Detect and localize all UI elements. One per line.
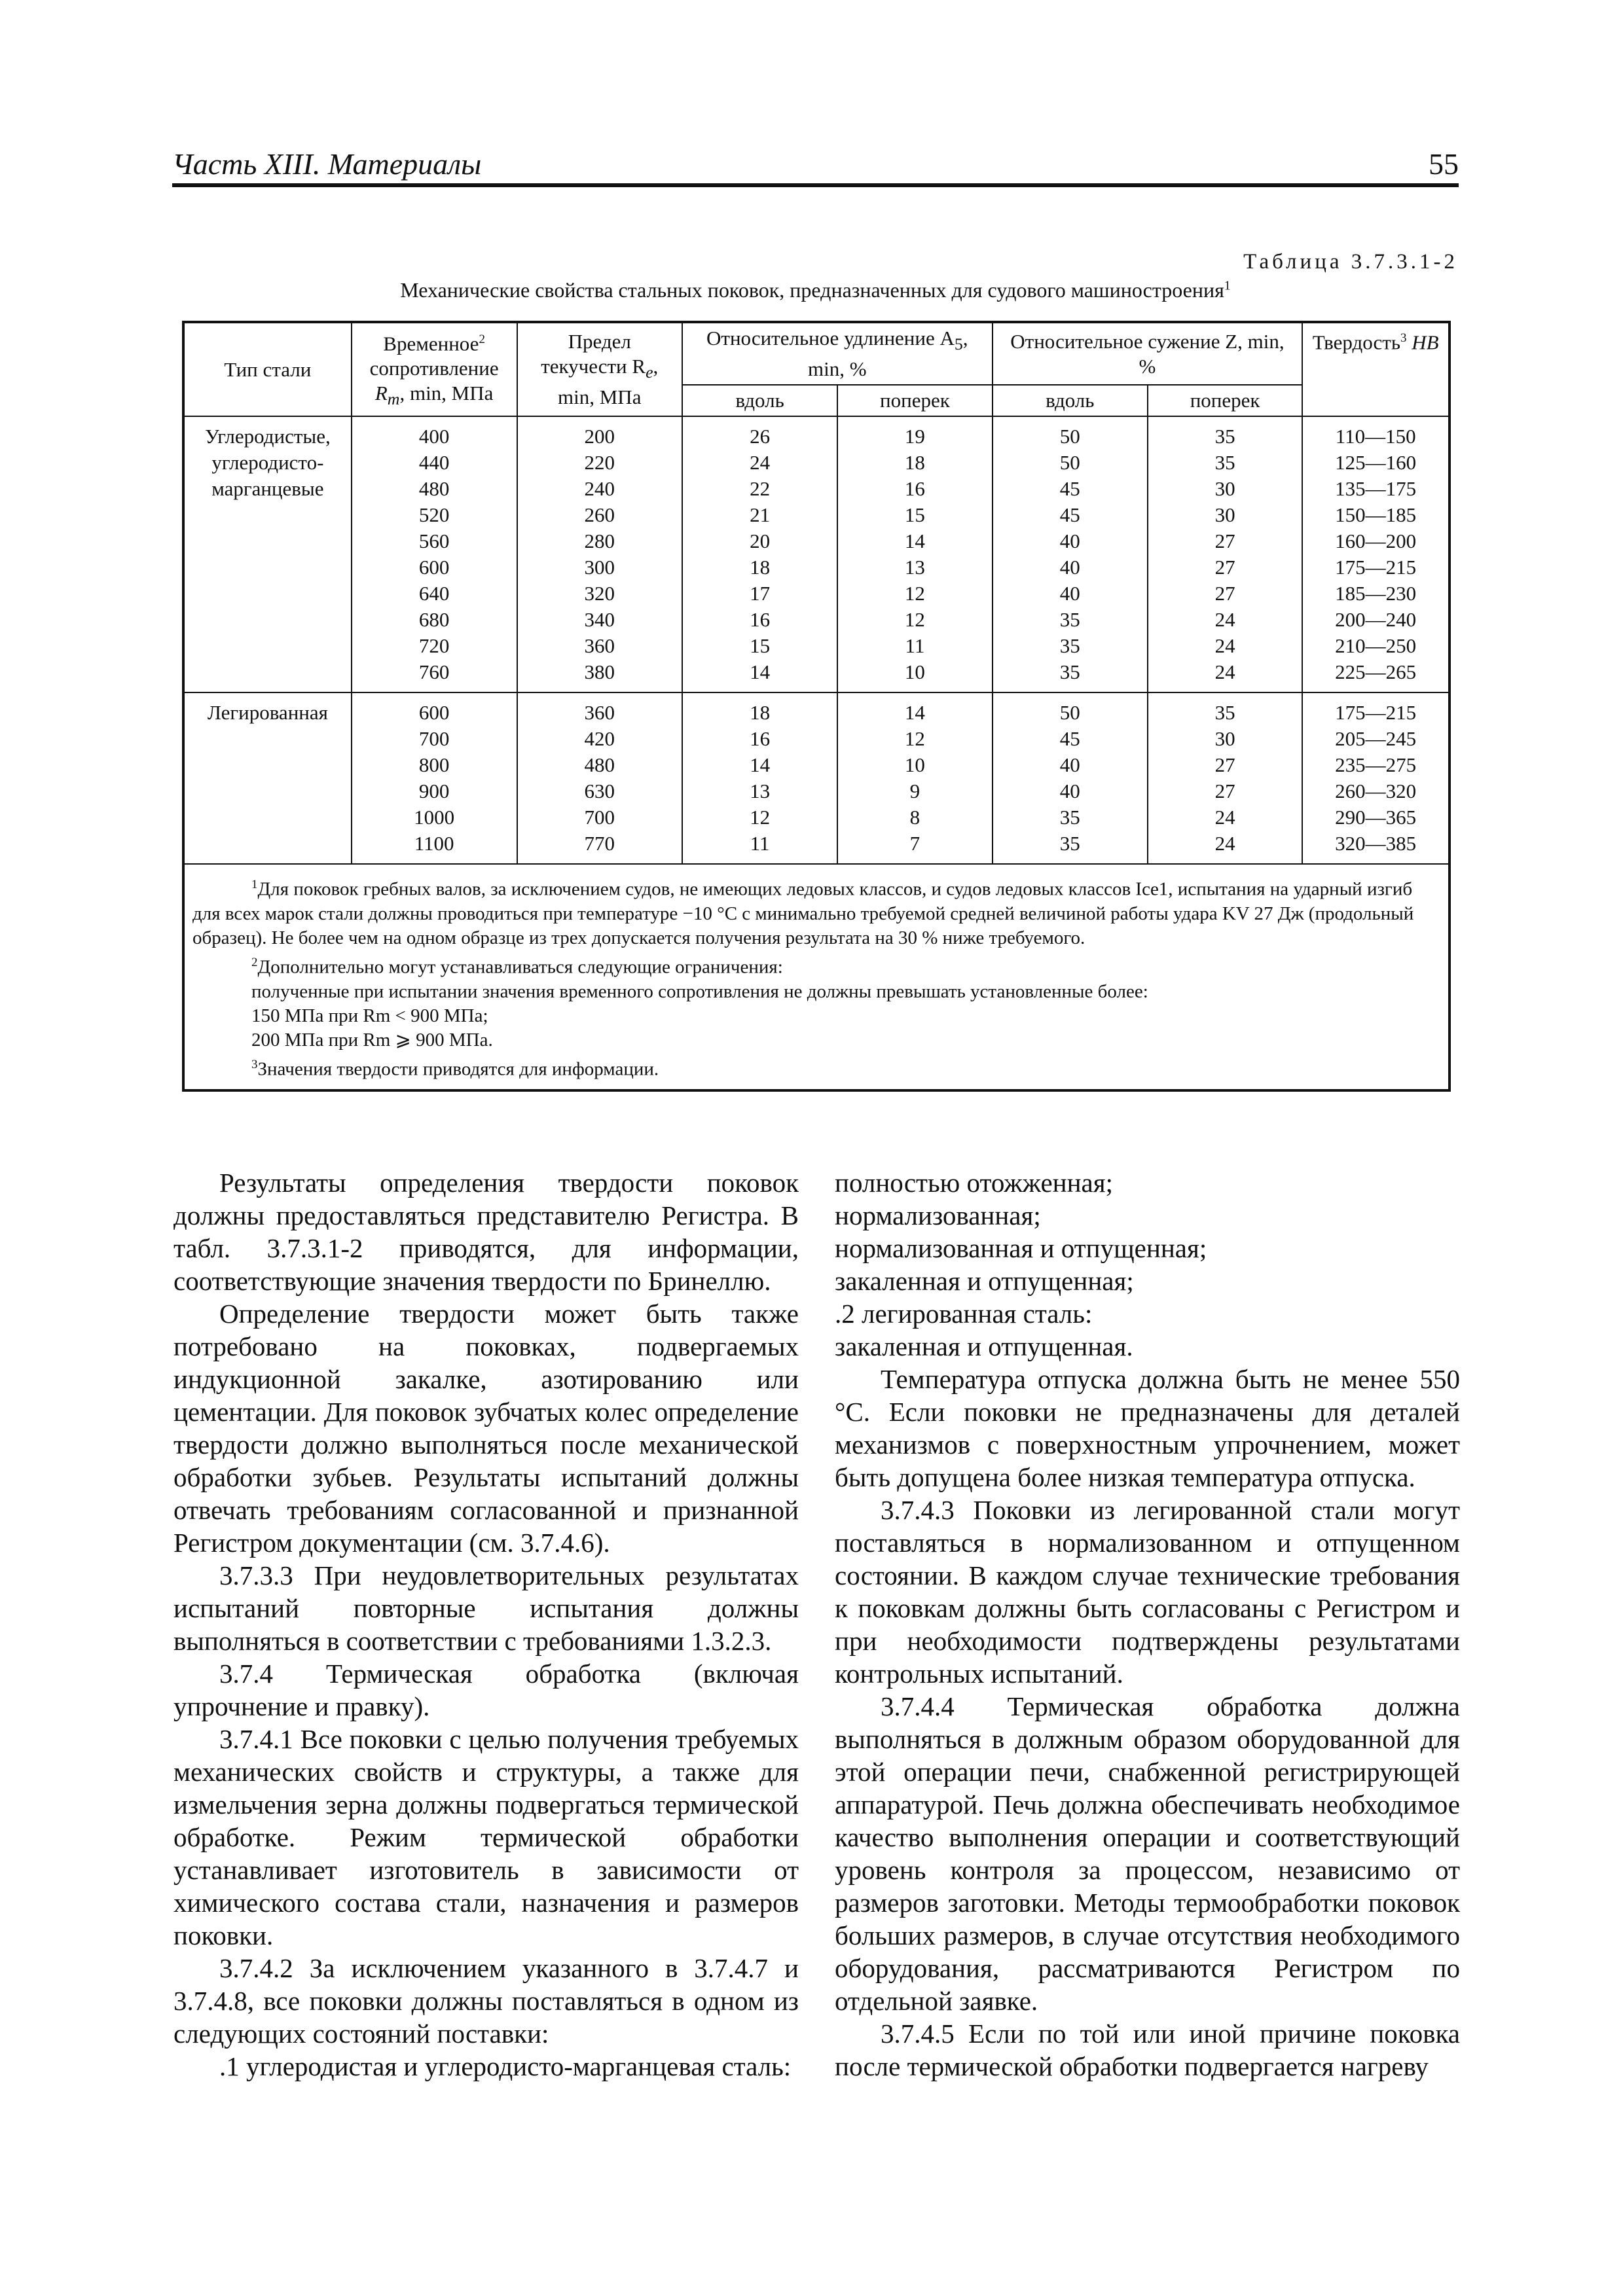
cell-line: 360 bbox=[584, 701, 615, 725]
cell-line: 340 bbox=[584, 608, 615, 632]
cell-line: 380 bbox=[584, 660, 615, 684]
note-1: $^1$Для поковок гребных валов, за исключением судов, не имеющих ледовых классов, и судов ледовых классов Ice1, испытания на ударный изгиб для всех марок стали должны проводиться при температуре −10 °С с минимально требуемой средней величиной работы удара KV 27 Дж (продольный образец). Не более чем на одном образце из трех допускается получения результата на 30 % ниже требуемого. bbox=[192, 878, 1414, 948]
cell-line: 14 bbox=[750, 753, 771, 777]
cell-line: 240 bbox=[584, 477, 615, 501]
cell-line: 7 bbox=[909, 832, 921, 855]
cell-line: 12 bbox=[904, 582, 925, 605]
cell-line: 400 bbox=[418, 425, 450, 448]
cell-line: 15 bbox=[750, 634, 771, 658]
paragraph: 3.7.4.2 За исключением указанного в 3.7.4.7 и 3.7.4.8, все поковки должны поставляться в одном из следующих состояний поставки: bbox=[173, 1953, 799, 2049]
note-2a: полученные при испытании значения временного сопротивления не должны превышать установленные более: bbox=[251, 980, 1148, 1002]
cell-line: 300 bbox=[584, 556, 615, 579]
cell-z-across bbox=[1148, 416, 1302, 692]
table-notes bbox=[183, 864, 1450, 1090]
cell-line: 200—240 bbox=[1335, 608, 1417, 632]
th-hardness: Твердость$^3$ HB bbox=[1302, 322, 1450, 416]
right-column bbox=[835, 1166, 1460, 2083]
cell-line: 24 bbox=[1214, 634, 1235, 658]
paragraph: 3.7.4.4 Термическая обработка должна выполняться в должным образом оборудованной для этой операции печи, снабженной регистрирующей аппаратурой. Печь должна обеспечивать необходимое качество выполнения операции и соответствующий уровень контроля за процессом, независимо от размеров заготовки. Методы термообработки поковок больших размеров, в случае отсутствия необходимого оборудования, рассматриваются Регистром по отдельной заявке. bbox=[835, 1691, 1460, 2016]
cell-line: 24 bbox=[1214, 608, 1235, 632]
cell-line: 14 bbox=[750, 660, 771, 684]
cell-line: 520 bbox=[418, 503, 450, 527]
cell-line: 18 bbox=[750, 556, 771, 579]
cell-line: 13 bbox=[904, 556, 925, 579]
cell-line: 175—215 bbox=[1335, 701, 1417, 725]
paragraph: 3.7.4.3 Поковки из легированной стали могут поставляться в нормализованном и отпущенном состоянии. В каждом случае технические требования к поковкам должны быть согласованы с Регистром и при необходимости подтверждены результатами контрольных испытаний. bbox=[835, 1495, 1460, 1689]
cell-line: 20 bbox=[750, 529, 771, 553]
table-header-row bbox=[183, 322, 1450, 385]
cell-line: Легированная bbox=[207, 701, 328, 725]
cell-line: 45 bbox=[1059, 727, 1080, 751]
cell-a-across bbox=[837, 416, 992, 692]
th-type: Тип стали bbox=[183, 322, 352, 416]
cell-type bbox=[183, 692, 352, 864]
cell-line: 225—265 bbox=[1335, 660, 1417, 684]
cell-line: 24 bbox=[750, 451, 771, 475]
cell-z-across bbox=[1148, 692, 1302, 864]
cell-line: 360 bbox=[584, 634, 615, 658]
cell-line: 700 bbox=[418, 727, 450, 751]
table-notes-row bbox=[183, 864, 1450, 1090]
cell-line: 19 bbox=[904, 425, 925, 448]
cell-line: 10 bbox=[904, 660, 925, 684]
cell-line: углеродисто- bbox=[211, 451, 324, 475]
cell-line: 45 bbox=[1059, 503, 1080, 527]
cell-line: 18 bbox=[904, 451, 925, 475]
cell-line: 440 bbox=[418, 451, 450, 475]
cell-line: 600 bbox=[418, 556, 450, 579]
cell-line: 210—250 bbox=[1335, 634, 1417, 658]
cell-z-along bbox=[993, 416, 1148, 692]
cell-line: 21 bbox=[750, 503, 771, 527]
cell-line: 175—215 bbox=[1335, 556, 1417, 579]
note-2: $^2$Дополнительно могут устанавливаться следующие ограничения: bbox=[251, 955, 783, 978]
cell-re bbox=[517, 416, 682, 692]
cell-line: 30 bbox=[1214, 503, 1235, 527]
cell-line: 35 bbox=[1059, 608, 1080, 632]
cell-line: 40 bbox=[1059, 753, 1080, 777]
cell-line: 770 bbox=[584, 832, 615, 855]
cell-line: 17 bbox=[750, 582, 771, 605]
cell-line: 290—365 bbox=[1335, 806, 1417, 829]
cell-line: 50 bbox=[1059, 701, 1080, 725]
cell-line: 11 bbox=[750, 832, 770, 855]
note-2c: 200 МПа при Rm ⩾ 900 МПа. bbox=[251, 1029, 493, 1050]
cell-line: 45 bbox=[1059, 477, 1080, 501]
cell-line: 22 bbox=[750, 477, 771, 501]
cell-line: 24 bbox=[1214, 832, 1235, 855]
list-item: .2 легированная сталь: bbox=[835, 1299, 1093, 1329]
cell-line: 720 bbox=[418, 634, 450, 658]
cell-z-along bbox=[993, 692, 1148, 864]
table-caption: Механические свойства стальных поковок, предназначенных для судового машиностроения$^1$ bbox=[400, 278, 1231, 302]
th-reduct-across: поперек bbox=[1148, 385, 1302, 416]
cell-line: 18 bbox=[750, 701, 771, 725]
cell-line: 50 bbox=[1059, 425, 1080, 448]
cell-line: 10 bbox=[904, 753, 925, 777]
cell-line: 480 bbox=[418, 477, 450, 501]
page-header bbox=[172, 143, 1459, 187]
table-group-row bbox=[183, 692, 1450, 864]
cell-line: 900 bbox=[418, 780, 450, 803]
cell-line: 15 bbox=[904, 503, 925, 527]
cell-line: 11 bbox=[905, 634, 925, 658]
cell-line: 1100 bbox=[414, 832, 454, 855]
cell-line: 26 bbox=[750, 425, 771, 448]
cell-line: 320 bbox=[584, 582, 615, 605]
paragraph: Результаты определения твердости поковок должны предоставляться представителю Регистра. В табл. 3.7.3.1-2 приводятся, для информации, соответствующие значения твердости по Бринеллю. bbox=[173, 1168, 799, 1296]
cell-type bbox=[183, 416, 352, 692]
cell-line: 35 bbox=[1214, 451, 1235, 475]
paragraph: Температура отпуска должна быть не менее 550 °С. Если поковки не предназначены для деталей механизмов с поверхностным упрочнением, может быть допущена более низкая температура отпуска. bbox=[835, 1364, 1460, 1492]
cell-line: 35 bbox=[1059, 634, 1080, 658]
cell-line: 640 bbox=[418, 582, 450, 605]
cell-line: 235—275 bbox=[1335, 753, 1417, 777]
cell-line: 35 bbox=[1214, 701, 1235, 725]
list-item: закаленная и отпущенная. bbox=[835, 1331, 1133, 1361]
cell-line: 27 bbox=[1214, 753, 1235, 777]
paragraph: Определение твердости может быть также потребовано на поковках, подвергаемых индукционной закалке, азотированию или цементации. Для поковок зубчатых колес определение твердости должно выполняться после механической обработки зубьев. Результаты испытаний должны отвечать требованиям согласованной и признанной Регистром документации (см. 3.7.4.6). bbox=[173, 1299, 799, 1558]
cell-re bbox=[517, 692, 682, 864]
note-3: $^3$Значения твердости приводятся для информации. bbox=[251, 1057, 659, 1080]
cell-line: 1000 bbox=[414, 806, 455, 829]
list-item: полностью отожженная; bbox=[835, 1168, 1113, 1198]
cell-line: 680 bbox=[418, 608, 450, 632]
properties-table bbox=[182, 321, 1451, 1092]
cell-line: 40 bbox=[1059, 529, 1080, 553]
cell-line: 35 bbox=[1214, 425, 1235, 448]
cell-line: 12 bbox=[750, 806, 771, 829]
cell-line: 220 bbox=[584, 451, 615, 475]
cell-line: 27 bbox=[1214, 529, 1235, 553]
paragraph: 3.7.3.3 При неудовлетворительных результатах испытаний повторные испытания должны выполняться в соответствии с требованиями 1.3.2.3. bbox=[173, 1560, 799, 1656]
cell-line: 630 bbox=[584, 780, 615, 803]
th-elong-along: вдоль bbox=[682, 385, 837, 416]
left-column bbox=[173, 1166, 799, 2083]
cell-hb bbox=[1302, 692, 1450, 864]
list-item: нормализованная; bbox=[835, 1200, 1041, 1230]
th-elongation: Относительное удлинение $A_5$, min, % bbox=[682, 322, 993, 385]
cell-a-along bbox=[682, 416, 837, 692]
cell-line: 27 bbox=[1214, 556, 1235, 579]
cell-line: 280 bbox=[584, 529, 615, 553]
cell-line: 30 bbox=[1214, 477, 1235, 501]
cell-line: 16 bbox=[904, 477, 925, 501]
cell-line: 40 bbox=[1059, 556, 1080, 579]
cell-line: 35 bbox=[1059, 660, 1080, 684]
cell-line: 9 bbox=[909, 780, 921, 803]
th-reduct-along: вдоль bbox=[993, 385, 1148, 416]
cell-line: 320—385 bbox=[1335, 832, 1417, 855]
cell-a-along bbox=[682, 692, 837, 864]
cell-line: 185—230 bbox=[1335, 582, 1417, 605]
cell-line: 200 bbox=[584, 425, 615, 448]
paragraph: 3.7.4.5 Если по той или иной причине поковка после термической обработки подвергается нагреву bbox=[835, 2018, 1460, 2081]
cell-rm bbox=[352, 416, 517, 692]
cell-line: 800 bbox=[418, 753, 450, 777]
cell-line: 420 bbox=[584, 727, 615, 751]
cell-line: 24 bbox=[1214, 806, 1235, 829]
cell-line: 14 bbox=[904, 529, 925, 553]
cell-line: 480 bbox=[584, 753, 615, 777]
cell-line: 12 bbox=[904, 608, 925, 632]
cell-line: 35 bbox=[1059, 832, 1080, 855]
cell-a-across bbox=[837, 692, 992, 864]
th-tensile: Временное$^2$ сопротивление $R_m$, min, МПа bbox=[352, 322, 517, 416]
cell-line: 760 bbox=[418, 660, 450, 684]
cell-line: 560 bbox=[418, 529, 450, 553]
cell-line: 125—160 bbox=[1335, 451, 1417, 475]
list-item: нормализованная и отпущенная; bbox=[835, 1233, 1207, 1263]
cell-line: 50 bbox=[1059, 451, 1080, 475]
cell-rm bbox=[352, 692, 517, 864]
cell-line: 27 bbox=[1214, 582, 1235, 605]
page-number: 55 bbox=[1429, 147, 1459, 181]
note-2b: 150 МПа при Rm < 900 МПа; bbox=[251, 1005, 488, 1026]
cell-line: 110—150 bbox=[1335, 425, 1416, 448]
cell-line: 700 bbox=[584, 806, 615, 829]
paragraph: .1 углеродистая и углеродисто-марганцевая сталь: bbox=[219, 2051, 792, 2081]
cell-line: 40 bbox=[1059, 780, 1080, 803]
cell-line: 24 bbox=[1214, 660, 1235, 684]
cell-line: 260 bbox=[584, 503, 615, 527]
cell-line: 16 bbox=[750, 608, 771, 632]
section-heading: 3.7.4 Термическая обработка (включая упрочнение и правку). bbox=[173, 1659, 799, 1721]
th-yield: Предел текучести $R_e$, min, МПа bbox=[517, 322, 682, 416]
th-elong-across: поперек bbox=[837, 385, 992, 416]
cell-line: 35 bbox=[1059, 806, 1080, 829]
paragraph: 3.7.4.1 Все поковки с целью получения требуемых механических свойств и структуры, а также для измельчения зерна должны подвергаться термической обработке. Режим термической обработки устанавливает изготовитель в зависимости от химического состава стали, назначения и размеров поковки. bbox=[173, 1724, 799, 1950]
cell-line: 27 bbox=[1214, 780, 1235, 803]
table-group-row bbox=[183, 416, 1450, 692]
cell-hb bbox=[1302, 416, 1450, 692]
cell-line: 600 bbox=[418, 701, 450, 725]
cell-line: 40 bbox=[1059, 582, 1080, 605]
cell-line: Углеродистые, bbox=[205, 425, 331, 448]
cell-line: 8 bbox=[909, 806, 921, 829]
table-number: Таблица 3.7.3.1-2 bbox=[1243, 250, 1458, 274]
cell-line: 30 bbox=[1214, 727, 1235, 751]
cell-line: 12 bbox=[904, 727, 925, 751]
section-title: Часть XIII. Материалы bbox=[172, 147, 482, 181]
cell-line: марганцевые bbox=[211, 477, 324, 501]
cell-line: 16 bbox=[750, 727, 771, 751]
cell-line: 13 bbox=[750, 780, 771, 803]
cell-line: 14 bbox=[904, 701, 925, 725]
cell-line: 260—320 bbox=[1335, 780, 1417, 803]
cell-line: 150—185 bbox=[1335, 503, 1417, 527]
cell-line: 205—245 bbox=[1335, 727, 1417, 751]
list-item: закаленная и отпущенная; bbox=[835, 1266, 1134, 1296]
th-reduction: Относительное сужение Z, min, % bbox=[993, 322, 1303, 385]
cell-line: 160—200 bbox=[1335, 529, 1417, 553]
cell-line: 135—175 bbox=[1335, 477, 1417, 501]
